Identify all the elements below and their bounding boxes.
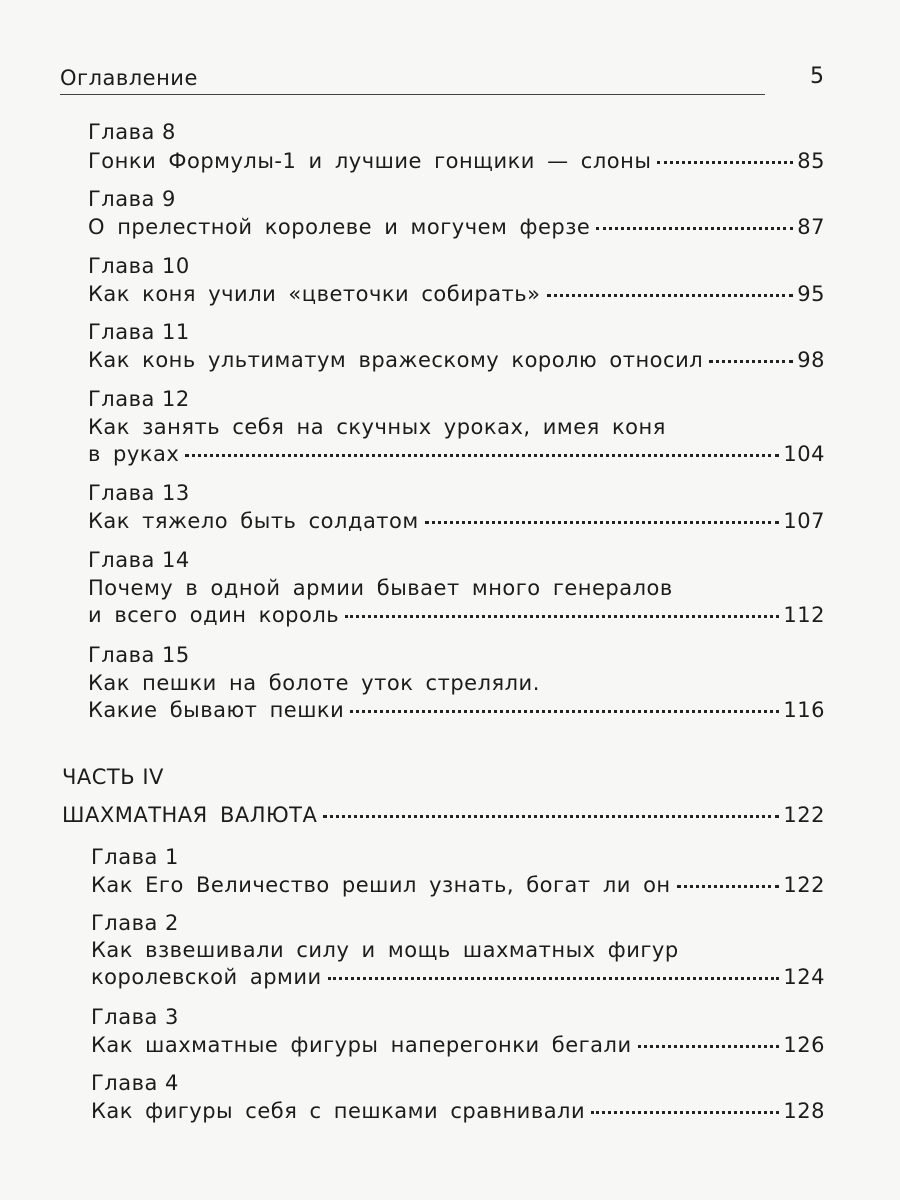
chapter-page: 104 (783, 442, 825, 466)
chapter-title: Как тяжело быть солдатом (88, 509, 419, 533)
chapter-label: Глава 1 (91, 845, 179, 869)
part-entry[interactable] (62, 803, 825, 827)
chapter-page: 85 (797, 149, 825, 173)
chapter-label: Глава 8 (88, 120, 176, 144)
chapter-title: Гонки Формулы-1 и лучшие гонщики — слоны (88, 149, 652, 173)
chapter-label: Глава 15 (88, 643, 190, 667)
dot-leader (328, 977, 780, 980)
chapter-title: Как коня учили «цветочки собирать» (88, 282, 541, 306)
toc-entry[interactable] (88, 149, 825, 173)
running-header-title: Оглавление (60, 66, 198, 90)
chapter-title-line2: и всего один король (88, 603, 340, 627)
chapter-title-line1: Как взвешивали силу и мощь шахматных фигур (91, 938, 679, 962)
dot-leader (425, 521, 780, 524)
chapter-label: Глава 11 (88, 320, 190, 344)
toc-entry[interactable] (88, 698, 825, 722)
dot-leader (596, 227, 793, 230)
chapter-title: Как конь ультиматум вражескому королю относил (88, 348, 704, 372)
chapter-label: Глава 4 (91, 1071, 179, 1095)
chapter-page: 124 (783, 965, 825, 989)
chapter-title-line1: Почему в одной армии бывает много генералов (88, 576, 673, 600)
part-title: ШАХМАТНАЯ ВАЛЮТА (62, 803, 318, 827)
chapter-label: Глава 3 (91, 1005, 179, 1029)
part-page: 122 (783, 803, 825, 827)
chapter-title-line2: королевской армии (91, 965, 322, 989)
chapter-label: Глава 2 (91, 911, 179, 935)
dot-leader (345, 615, 779, 618)
chapter-page: 107 (783, 509, 825, 533)
toc-entry[interactable] (88, 348, 825, 372)
dot-leader (185, 454, 779, 457)
dot-leader (350, 710, 779, 713)
chapter-title: Как фигуры себя с пешками сравнивали (91, 1099, 586, 1123)
toc-entry[interactable] (88, 282, 825, 306)
chapter-label: Глава 12 (88, 387, 190, 411)
chapter-page: 87 (797, 215, 825, 239)
dot-leader (591, 1111, 779, 1114)
dot-leader (323, 815, 779, 818)
page-number: 5 (810, 64, 824, 89)
chapter-label: Глава 13 (88, 481, 190, 505)
chapter-title: О прелестной королеве и могучем ферзе (88, 215, 591, 239)
chapter-page: 126 (783, 1033, 825, 1057)
dot-leader (657, 161, 793, 164)
chapter-page: 95 (797, 282, 825, 306)
toc-entry[interactable] (88, 509, 825, 533)
chapter-page: 122 (783, 873, 825, 897)
chapter-page: 112 (783, 603, 825, 627)
toc-entry[interactable] (91, 1033, 825, 1057)
dot-leader (677, 885, 780, 888)
chapter-title-line1: Как занять себя на скучных уроках, имея коня (88, 415, 666, 439)
toc-entry[interactable] (91, 1099, 825, 1123)
chapter-label: Глава 14 (88, 548, 190, 572)
chapter-page: 128 (783, 1099, 825, 1123)
chapter-title-line1: Как пешки на болоте уток стреляли. (88, 671, 540, 695)
chapter-label: Глава 10 (88, 254, 190, 278)
chapter-page: 98 (797, 348, 825, 372)
dot-leader (709, 360, 793, 363)
toc-entry[interactable] (88, 215, 825, 239)
toc-entry[interactable] (88, 603, 825, 627)
dot-leader (638, 1045, 780, 1048)
dot-leader (547, 294, 794, 297)
chapter-title-line2: Какие бывают пешки (88, 698, 345, 722)
chapter-title: Как Его Величество решил узнать, богат ли он (91, 873, 671, 897)
chapter-title: Как шахматные фигуры наперегонки бегали (91, 1033, 632, 1057)
toc-entry[interactable] (91, 965, 825, 989)
chapter-label: Глава 9 (88, 187, 176, 211)
chapter-title-line2: в руках (88, 442, 180, 466)
chapter-page: 116 (783, 698, 825, 722)
toc-entry[interactable] (88, 442, 825, 466)
toc-entry[interactable] (91, 873, 825, 897)
part-label: ЧАСТЬ IV (62, 765, 164, 789)
